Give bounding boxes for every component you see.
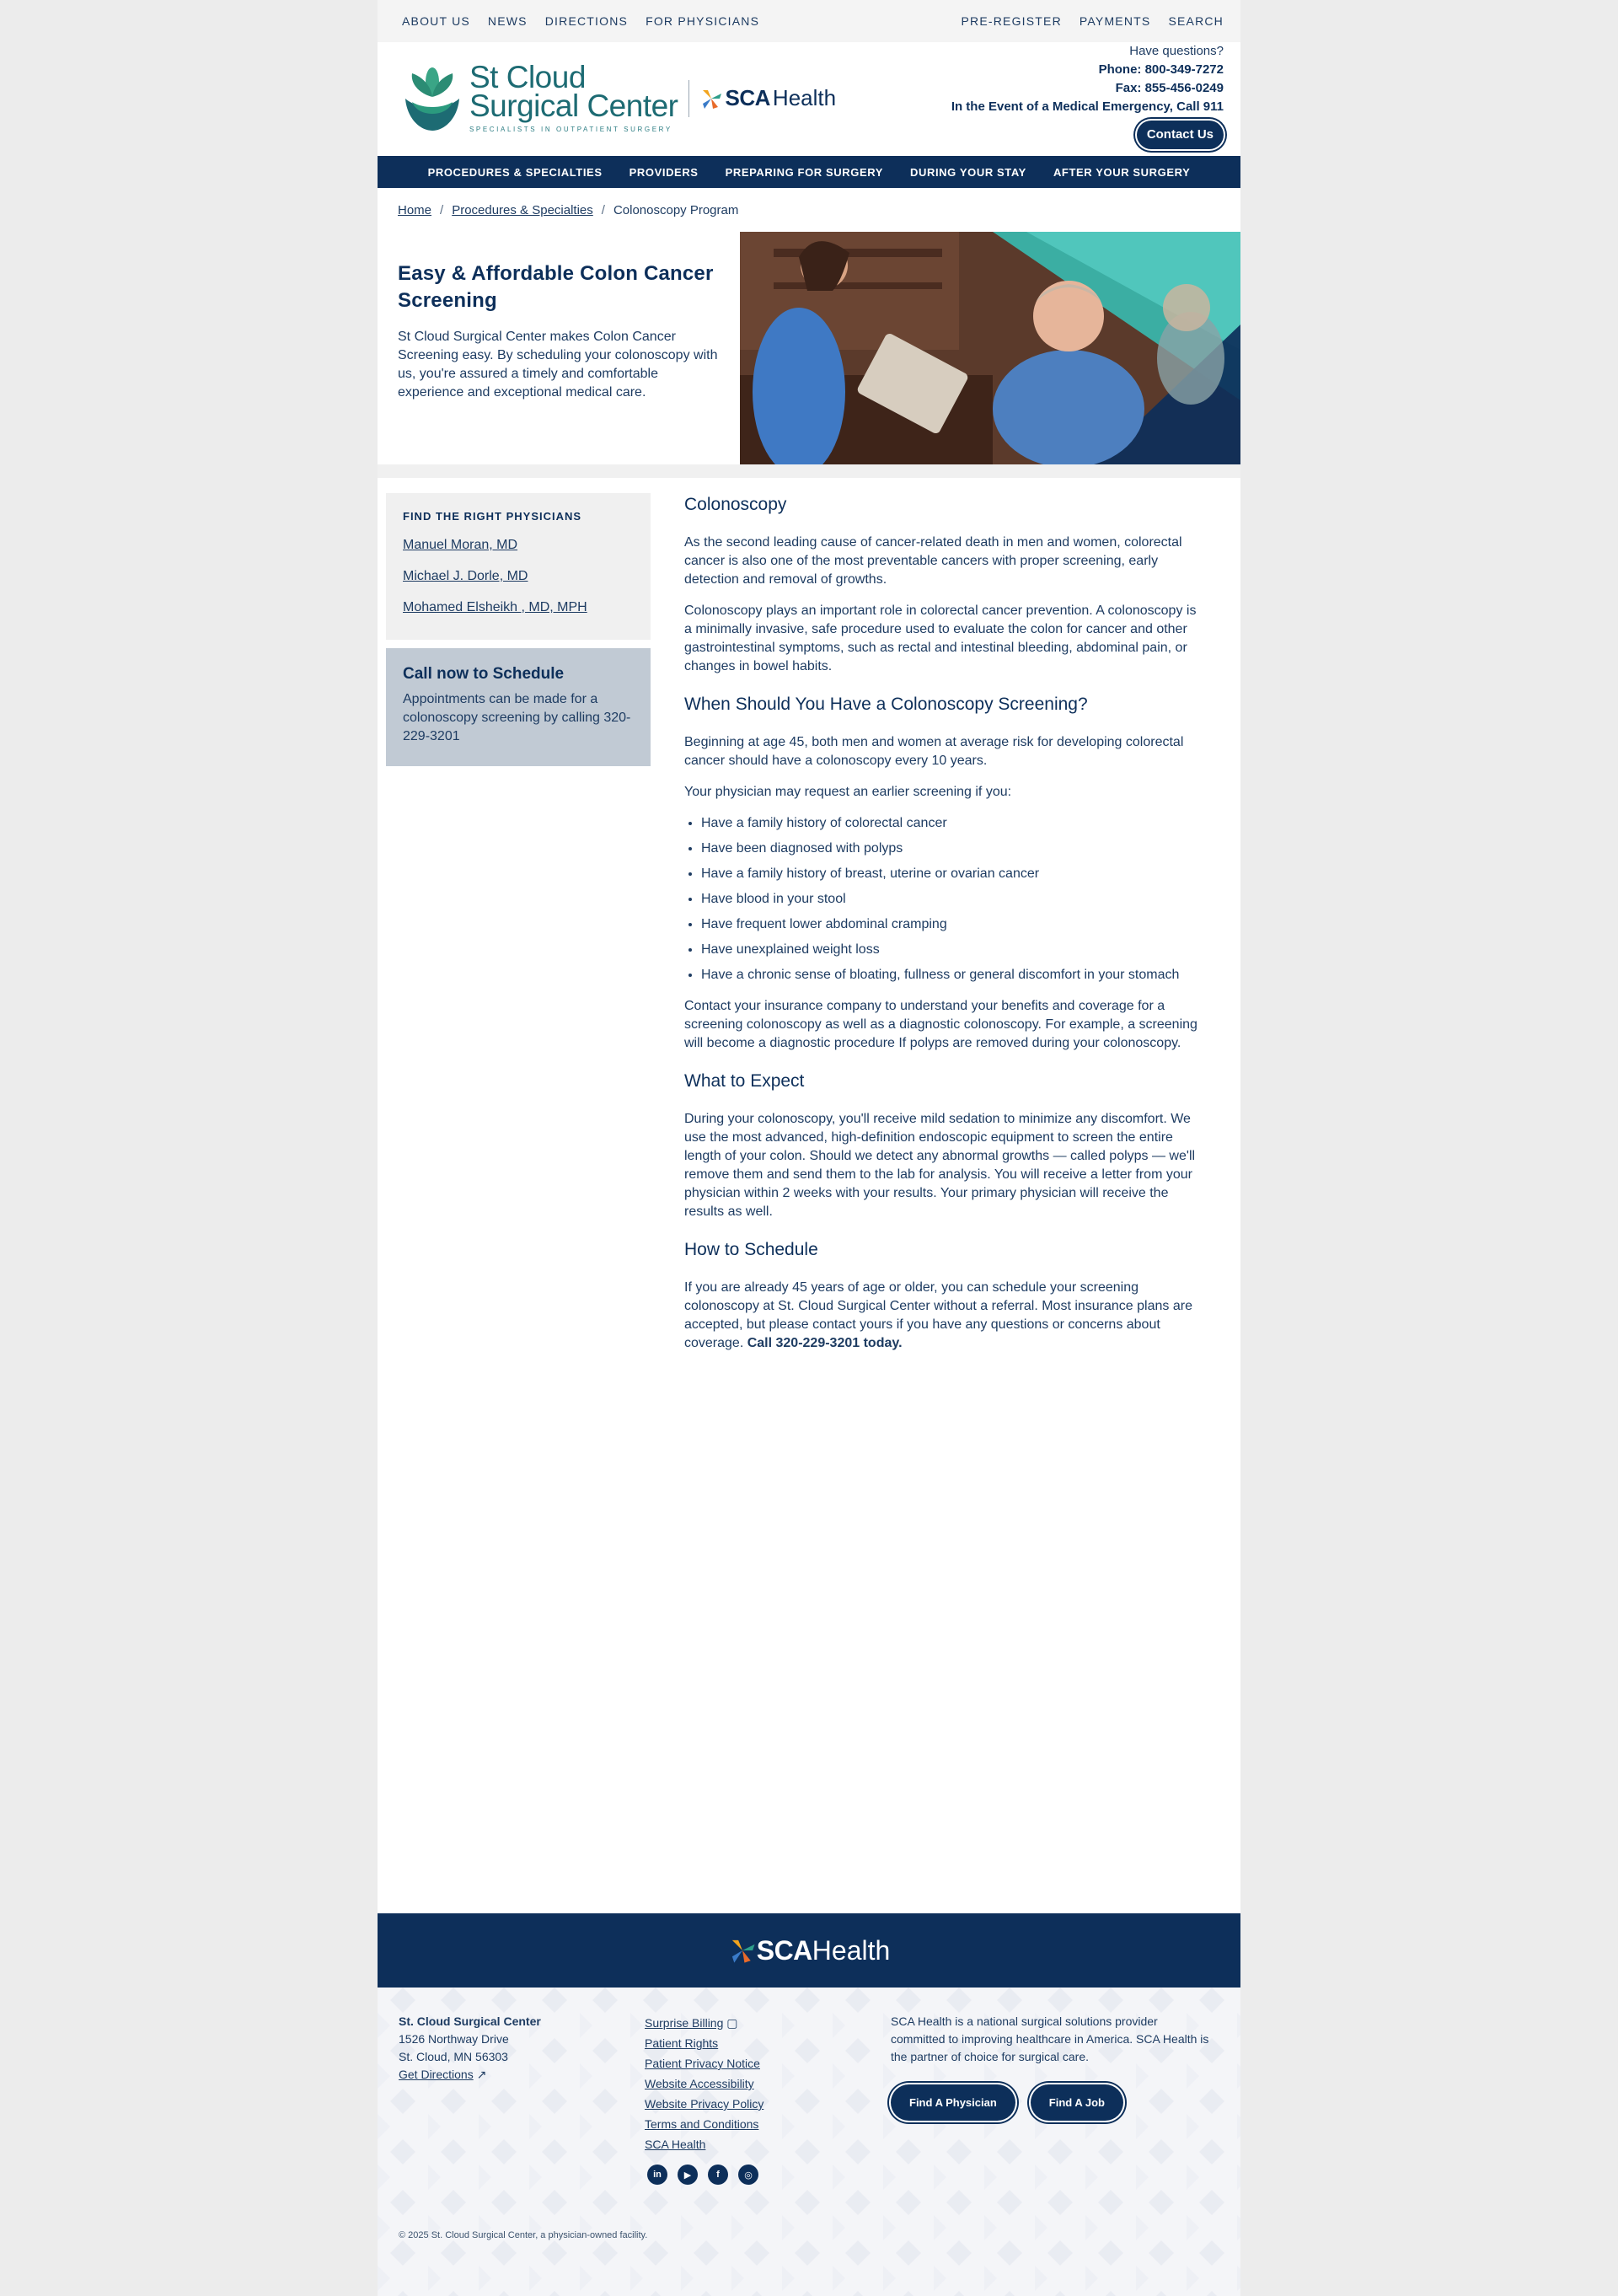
social-links xyxy=(647,2165,758,2185)
site-header xyxy=(378,42,1240,156)
nav-during-stay[interactable]: DURING YOUR STAY xyxy=(910,165,1026,179)
breadcrumb-separator: / xyxy=(440,202,444,217)
lotus-logo-icon xyxy=(402,65,463,132)
breadcrumb xyxy=(378,188,1240,232)
footer-address-line2: St. Cloud, MN 56303 xyxy=(399,2050,508,2063)
footer-link-privacy-policy[interactable]: Website Privacy Policy xyxy=(645,2097,764,2111)
paragraph: Beginning at age 45, both men and women at average risk for developing colorectal cancer should have a colonoscopy every 10 years. xyxy=(684,735,1184,768)
util-payments-link[interactable]: PAYMENTS xyxy=(1079,14,1151,28)
questions-label: Have questions? xyxy=(1129,44,1224,58)
paragraph xyxy=(684,1279,1198,1353)
footer-link-accessibility[interactable]: Website Accessibility xyxy=(645,2077,754,2090)
breadcrumb-separator: / xyxy=(601,202,605,217)
list-item: • Have a family history of colorectal cancer xyxy=(701,814,1198,833)
hero-body: St Cloud Surgical Center makes Colon Cancer Screening easy. By scheduling your colonoscopy with us, you're assured a timely and comfortable experience and exceptional medical care. xyxy=(398,330,718,400)
footer-logo-light: Health xyxy=(812,1934,891,1966)
footer-logo-bold: SCA xyxy=(756,1934,812,1966)
emergency-notice: In the Event of a Medical Emergency, Call 911 xyxy=(951,99,1224,114)
footer-about-text: SCA Health is a national surgical solutions provider committed to improving healthcare in America. SCA Health is the partner of choice for surgical care. xyxy=(891,2014,1209,2063)
sidebar xyxy=(386,493,651,1365)
content-area xyxy=(378,478,1240,1365)
logo-tagline: SPECIALISTS IN OUTPATIENT SURGERY xyxy=(469,126,672,133)
youtube-icon[interactable]: ▶ xyxy=(678,2165,698,2185)
external-link-icon: ↗ xyxy=(476,2068,487,2081)
nav-providers[interactable]: PROVIDERS xyxy=(629,165,699,179)
fax-number: Fax: 855-456-0249 xyxy=(1115,81,1224,95)
list-item: • Have blood in your stool xyxy=(701,890,1198,909)
site-logo[interactable] xyxy=(402,60,837,133)
sca-logo-light: Health xyxy=(772,85,837,110)
call-to-schedule-box xyxy=(386,648,651,766)
heading-when: When Should You Have a Colonoscopy Screening? xyxy=(684,695,1088,714)
instagram-icon[interactable]: ◎ xyxy=(738,2165,758,2185)
nav-after-surgery[interactable]: AFTER YOUR SURGERY xyxy=(1053,165,1191,179)
main-article xyxy=(684,493,1198,1365)
footer-link-sca-health[interactable]: SCA Health xyxy=(645,2138,706,2151)
sca-health-logo[interactable] xyxy=(699,85,837,111)
list-item: • Have frequent lower abdominal cramping xyxy=(701,915,1198,934)
phone-number[interactable]: Phone: 800-349-7272 xyxy=(1098,62,1224,77)
logo-divider xyxy=(688,80,689,117)
utility-bar xyxy=(378,0,1240,42)
call-body: Appointments can be made for a colonoscopy screening by calling 320-229-3201 xyxy=(403,692,631,743)
util-about-link[interactable]: ABOUT US xyxy=(402,14,470,28)
main-nav xyxy=(378,156,1240,188)
hero xyxy=(378,232,1240,464)
logo-name-line1: St Cloud xyxy=(469,60,586,94)
list-item: • Have a family history of breast, uterine or ovarian cancer xyxy=(701,865,1198,883)
list-item: • Have unexplained weight loss xyxy=(701,941,1198,959)
footer-link-privacy-notice[interactable]: Patient Privacy Notice xyxy=(645,2057,760,2070)
copyright: © 2025 St. Cloud Surgical Center, a physician-owned facility. xyxy=(399,2230,648,2240)
physician-link[interactable]: Michael J. Dorle, MD xyxy=(403,569,528,583)
schedule-call-phone: Call 320-229-3201 today. xyxy=(747,1336,903,1350)
util-news-link[interactable]: NEWS xyxy=(487,14,528,28)
util-directions-link[interactable]: DIRECTIONS xyxy=(544,14,629,28)
hero-title: Easy & Affordable Colon Cancer Screening xyxy=(398,262,714,312)
logo-name-line2: Surgical Center xyxy=(469,89,678,123)
paragraph: As the second leading cause of cancer-related death in men and women, colorectal cancer is also one of the most preventable cancers with proper screening, early detection and removal of growths. xyxy=(684,535,1182,587)
footer-links xyxy=(645,2013,763,2154)
heading-expect: What to Expect xyxy=(684,1071,805,1091)
heading-schedule: How to Schedule xyxy=(684,1240,818,1259)
footer-link-surprise-billing[interactable]: Surprise Billing xyxy=(645,2016,724,2030)
util-physicians-link[interactable]: FOR PHYSICIANS xyxy=(646,14,760,28)
footer-brand-band xyxy=(378,1913,1240,1988)
physician-link[interactable]: Mohamed Elsheikh , MD, MPH xyxy=(403,600,587,614)
page xyxy=(378,0,1240,2296)
hero-photo xyxy=(740,232,1240,464)
footer-link-patient-rights[interactable]: Patient Rights xyxy=(645,2036,719,2050)
contact-us-button[interactable]: Contact Us xyxy=(1137,121,1224,149)
paragraph: Contact your insurance company to understand your benefits and coverage for a screening colonoscopy as well as a diagnostic colonoscopy. For example, a screening will become a diagnostic procedure If polyps are removed during your colonoscopy. xyxy=(684,999,1197,1050)
physicians-heading: FIND THE RIGHT PHYSICIANS xyxy=(403,510,582,523)
find-physician-button[interactable]: Find A Physician xyxy=(891,2084,1015,2121)
sca-logo-bold: SCA xyxy=(725,85,770,110)
util-preregister-link[interactable]: PRE-REGISTER xyxy=(961,14,1062,28)
risk-list xyxy=(701,814,1198,984)
site-footer xyxy=(378,1988,1240,2296)
footer-about xyxy=(891,2013,1211,2121)
facebook-icon[interactable]: f xyxy=(708,2165,728,2185)
breadcrumb-current: Colonoscopy Program xyxy=(613,202,739,217)
contact-block xyxy=(951,42,1224,149)
call-title: Call now to Schedule xyxy=(403,665,565,683)
nav-preparing[interactable]: PREPARING FOR SURGERY xyxy=(725,165,883,179)
paragraph: Colonoscopy plays an important role in colorectal cancer prevention. A colonoscopy is a minimally invasive, safe procedure used to evaluate the colon for cancer and other gastrointestinal symptoms, such as rectal and intestinal bleeding, abdominal pain, or changes in bowel habits. xyxy=(684,604,1197,673)
util-search-link[interactable]: SEARCH xyxy=(1168,14,1224,28)
schedule-text: If you are already 45 years of age or older, you can schedule your screening colonoscopy at St. Cloud Surgical Center without a referral. Most insurance plans are accepted, but please contact yours if you have any questions or concerns about coverage. xyxy=(684,1280,1192,1350)
paragraph: Your physician may request an earlier screening if you: xyxy=(684,785,1012,799)
nav-procedures[interactable]: PROCEDURES & SPECIALTIES xyxy=(427,165,603,179)
nurse-patient-photo xyxy=(740,232,1240,464)
footer-link-terms[interactable]: Terms and Conditions xyxy=(645,2117,759,2131)
sca-star-icon xyxy=(699,87,723,110)
pdf-icon: ▢ xyxy=(726,2016,738,2030)
physicians-box xyxy=(386,493,651,640)
find-job-button[interactable]: Find A Job xyxy=(1031,2084,1123,2121)
breadcrumb-home[interactable]: Home xyxy=(398,202,432,217)
footer-address-line1: 1526 Northway Drive xyxy=(399,2032,509,2046)
list-item: • Have been diagnosed with polyps xyxy=(701,840,1198,858)
physician-link[interactable]: Manuel Moran, MD xyxy=(403,538,518,552)
sca-star-icon xyxy=(728,1936,757,1965)
linkedin-icon[interactable]: in xyxy=(647,2165,667,2185)
paragraph: During your colonoscopy, you'll receive mild sedation to minimize any discomfort. We use the most advanced, high-definition endoscopic equipment to screen the entire length of your colon. Should we detect any abnormal growths — called polyps — we'll remove them and send them to the lab for analysis. You will receive a letter from your physician within 2 weeks with your results. Your primary physician will receive the results as well. xyxy=(684,1112,1196,1219)
footer-center-name: St. Cloud Surgical Center xyxy=(399,2014,541,2028)
get-directions-link[interactable]: Get Directions xyxy=(399,2068,474,2081)
footer-address xyxy=(399,2013,541,2084)
breadcrumb-procedures[interactable]: Procedures & Specialties xyxy=(452,202,593,217)
list-item: • Have a chronic sense of bloating, fullness or general discomfort in your stomach xyxy=(701,966,1198,984)
heading-colonoscopy: Colonoscopy xyxy=(684,495,787,514)
section-divider xyxy=(378,464,1240,478)
